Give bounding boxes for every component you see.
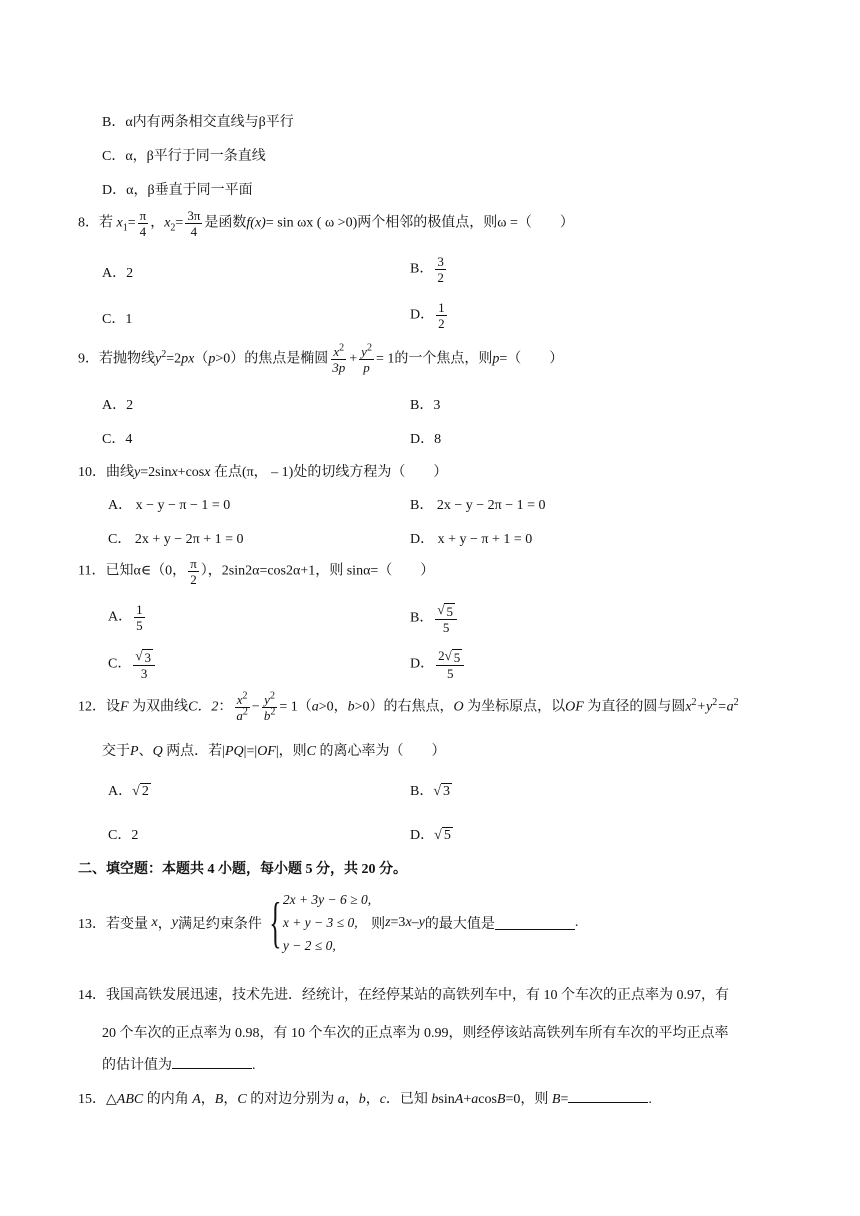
q7-option-d: D．α，β垂直于同一平面 [102,183,253,198]
q14-line2: 20 个车次的正点率为 0.98，有 10 个车次的正点率为 0.99，则经停该站高铁列车所有车次的平均正点率 [102,1026,729,1041]
q10-option-a: A． x − y − π − 1 = 0 [108,498,231,513]
q9-option-a: A．2 [102,398,134,413]
q8-frac-2: $\frac{3\pi}{4}$ [187,208,201,239]
q12-stem-line2: 交于P、Q 两点．若|PQ|=|OF|，则C 的离心率为（ ） [102,744,446,759]
q11-option-b: B． $\frac{√ 5}{5}$ [410,602,459,635]
q14-line1: 14．我国高铁发展迅速，技术先进．经统计，在经停某站的高铁列车中，有 10 个车次的正点率为 0.97，有 [78,988,729,1003]
section-heading-fill-in: 二、填空题：本题共 4 小题，每小题 5 分，共 20 分。 [78,862,407,877]
q9-option-d: D．8 [410,432,442,447]
q8-option-a: A．2 [102,266,134,281]
q13-stem: 13． 若变量 x ， y 满足约束条件 { 2x + 3y − 6 ≥ 0, x + y − 3 ≤ 0, y − 2 ≤ 0, 则 z =3 x – y 的最大值是 . [78,888,578,957]
q8-option-d: D． $\frac{1}{2}$ [410,300,445,331]
q12-option-b: B．√ 3 [410,783,451,799]
q11-option-d: D． $\frac{2√ 5}{5}$ [410,648,466,681]
q11-stem: 11．已知α∈（0， $\frac{\pi}{2}$ ），2sin2α=cos2α+1，则 sinα=（ ） [78,556,435,587]
answer-blank[interactable] [172,1055,252,1069]
q8-frac-1: $\frac{\pi}{4}$ [139,208,147,239]
q9-option-b: B．3 [410,398,441,413]
q11-option-a: A． $\frac{1}{5}$ [108,602,143,633]
q9-option-c: C．4 [102,432,133,447]
q8-option-b: B． $\frac{3}{2}$ [410,254,444,285]
answer-blank[interactable] [568,1089,648,1103]
q10-stem: 10．曲线y=2sinx+cosx 在点(π， – 1)处的切线方程为（ ） [78,465,448,480]
q10-option-c: C． 2x + y − 2π + 1 = 0 [108,532,244,547]
q12-stem-line1: 12．设F 为双曲线C．2： $\frac{x^2}{a^2}$ − $\frac{y^2}{b^2}$ = 1（a>0，b>0）的右焦点，O 为坐标原点，以OF 为直径的圆与圆$x^2+y^2=a^2$ [78,690,739,723]
q15-stem: 15．△ABC 的内角 A，B，C 的对边分别为 a，b，c．已知 bsinA+acosB=0，则 B= . [78,1088,652,1108]
q7-option-b: B．α内有两条相交直线与β平行 [102,115,294,130]
q14-line3: 的估计值为 . [102,1054,256,1074]
answer-blank[interactable] [495,916,575,930]
q8-option-c: C．1 [102,312,133,327]
q10-option-b: B． 2x − y − 2π − 1 = 0 [410,498,546,513]
q11-option-c: C． $\frac{√ 3}{3}$ [108,648,157,681]
q12-option-c: C．2 [108,828,139,843]
q7-option-c: C．α，β平行于同一条直线 [102,149,266,164]
q8-stem: 8．若 $x_1=$ $\frac{\pi}{4}$ ，$x_2=$ $\frac{3\pi}{4}$ 是函数f(x)= sin ωx ( ω >0)两个相邻的极值点，则ω =（ ） [78,208,574,239]
q9-stem: 9．若抛物线$y^2=2px(p>0)$的焦点是椭圆 $\frac{x^2}{3p}$ + $\frac{y^2}{p}$ = 1的一个焦点，则p=（ ） [78,342,564,375]
q10-option-d: D． x + y − π + 1 = 0 [410,532,533,547]
constraint-system: { 2x + 3y − 6 ≥ 0, x + y − 3 ≤ 0, y − 2 ≤ 0, [269,891,372,954]
q12-option-a: A．√ 2 [108,783,149,799]
q12-option-d: D．√ 5 [410,827,451,843]
